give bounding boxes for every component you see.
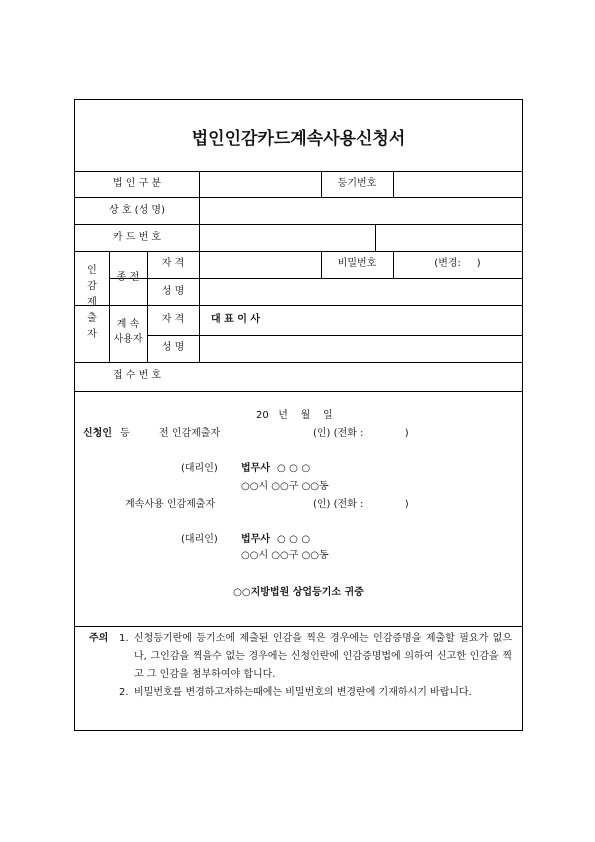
application-form bbox=[74, 99, 523, 731]
stamp-submitter-label: 인 감 제 출 자 bbox=[87, 265, 97, 340]
corp-type-field[interactable] bbox=[200, 172, 320, 197]
note-2-number: 2. bbox=[119, 687, 129, 698]
notes-label: 주의 bbox=[89, 633, 109, 644]
continuing-name-label: 성 명 bbox=[161, 342, 185, 353]
trade-name-field[interactable] bbox=[200, 198, 522, 224]
address-2: ○○시 ○○구 ○○동 bbox=[241, 550, 329, 561]
note-1-number: 1. bbox=[119, 633, 129, 644]
divider bbox=[75, 305, 522, 306]
continuing-status-label: 자 격 bbox=[161, 314, 185, 325]
former-name-label: 성 명 bbox=[161, 286, 185, 297]
proxy-label-1: (대리인) bbox=[181, 463, 218, 474]
note-1: 신청등기란에 등기소에 제출된 인감을 찍은 경우에는 인감증명을 제출할 필요가 없으나, 그인감을 찍을수 없는 경우에는 신청인란에 인감증명법에 의하여 신고한 인감을 찍고 그 인감을 첨부하여야 합니다. bbox=[134, 633, 512, 680]
receipt-number-label: 접 수 번 호 bbox=[112, 370, 162, 381]
continuing-seal-phone: (인) (전화 : ) bbox=[313, 499, 409, 510]
applicant-etc: 등 bbox=[120, 428, 130, 439]
lawyer-2: 법무사 ○ ○ ○ bbox=[241, 534, 311, 545]
card-number-field[interactable] bbox=[200, 225, 375, 251]
card-number-label: 카 드 번 호 bbox=[112, 232, 162, 243]
former-status-label: 자 격 bbox=[161, 258, 185, 269]
form-title: 법인인감카드계속사용신청서 bbox=[191, 129, 406, 149]
receipt-number-field[interactable] bbox=[200, 363, 522, 391]
former-name-field[interactable] bbox=[200, 279, 522, 305]
registration-number-field[interactable] bbox=[394, 172, 522, 197]
continuing-name-field[interactable] bbox=[200, 336, 522, 362]
divider bbox=[75, 626, 522, 627]
former-label: 종 전 bbox=[116, 272, 140, 283]
continuing-user-label: 계 속 사용자 bbox=[113, 319, 143, 345]
applicant-label: 신청인 bbox=[83, 428, 112, 439]
divider bbox=[75, 391, 522, 392]
addressee: ○○지방법원 상업등기소 귀중 bbox=[233, 587, 364, 598]
lawyer-1: 법무사 ○ ○ ○ bbox=[241, 463, 311, 474]
corp-type-label: 법 인 구 분 bbox=[112, 178, 162, 189]
former-seal-phone: (인) (전화 : ) bbox=[313, 428, 409, 439]
note-2: 비밀번호를 변경하고자하는때에는 비밀번호의 변경란에 기재하시기 바랍니다. bbox=[134, 687, 472, 698]
proxy-label-2: (대리인) bbox=[181, 534, 218, 545]
continuing-status-value: 대 표 이 사 bbox=[211, 314, 261, 325]
date-line: 20 년 월 일 bbox=[256, 410, 333, 421]
address-1: ○○시 ○○구 ○○동 bbox=[241, 481, 329, 492]
password-label: 비밀번호 bbox=[337, 258, 377, 269]
former-status-field[interactable] bbox=[200, 252, 320, 278]
former-submitter: 전 인감제출자 bbox=[159, 428, 221, 439]
registration-number-label: 등기번호 bbox=[337, 178, 377, 189]
trade-name-label: 상 호 (성 명) bbox=[109, 205, 165, 216]
divider bbox=[375, 224, 376, 251]
continuing-submitter: 계속사용 인감제출자 bbox=[125, 499, 216, 510]
password-change: (변경: ) bbox=[434, 258, 481, 269]
